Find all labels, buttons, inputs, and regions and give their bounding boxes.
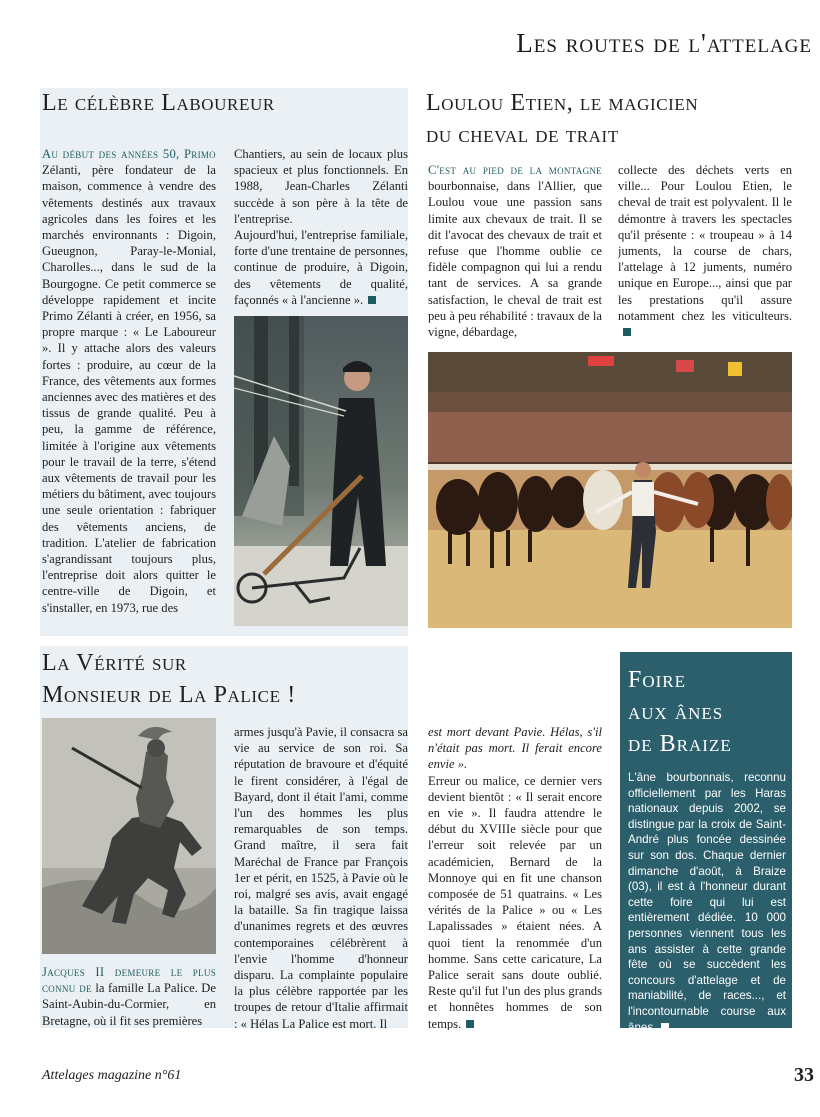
end-mark-icon — [368, 296, 376, 304]
palice-col2-text: armes jusqu'à Pavie, il consacra sa vie au service de son roi. Sa réputation de bravoure et d'équité le firent considérer, à l'égal de Bayard, dont il était l'ami, comme l'un des hommes les plus remarquables de son temps. Grand maître, il sera fait Maréchal de France par François 1er et périt, en 1525, à Pavie où le roi, malgré ses avis, avait engagé la bataille. Sa fin tragique laissa d'unanimes regrets et des œuvres contemporaines célébrèrent à l'envie l'homme d'honneur disparu. La complainte populaire la plus célèbre rapportée par les troupes de retour d'Italie affirmait : « Hélas La Palice est mort. Il — [234, 725, 408, 1030]
palice-title-line-1: La Vérité sur — [42, 650, 187, 676]
palice-column-2 — [234, 724, 408, 1030]
loulou-col1-text: bourbonnaise, dans l'Allier, que Loulou voue une passion sans limite aux chevaux de trait. Il se dit l'avocat des chevaux de trait et refuse que l'homme oublie ce fidèle compagnon qui lui a rendu tant de services. A sa grande satisfaction, le cheval de trait est peu à peu réhabilité : travaux de la vigne, débardage, — [428, 179, 602, 340]
photo-la-palice-engraving — [42, 718, 216, 954]
palice-col1-text: la famille La Palice. De Saint-Aubin-du-Cormier, en Bretagne, où il fit ses premières — [42, 981, 216, 1028]
braize-title — [628, 664, 732, 760]
photo-horses-arena — [428, 352, 792, 628]
braize-sidebar-box — [620, 652, 792, 1034]
end-mark-icon — [623, 328, 631, 336]
laboureur-column-1 — [42, 146, 216, 632]
loulou-lead: C'est au pied de la montagne — [428, 163, 602, 177]
laboureur-title: Le célèbre Laboureur — [42, 90, 275, 116]
laboureur-col1-text: Zélanti, père fondateur de la maison, commence à vendre des vêtements destinés aux travaux agricoles dans les foires et les marchés environnants : Digoin, Gueugnon, Paray-le-Monial, Charolles..., dans le sud de la Bourgogne. Ce petit commerce se développe rapidement et incite Primo Zélanti à créer, en 1956, sa propre marque : « Le Laboureur ». Il y attache alors des valeurs fortes : produire, au cœur de la France, des vêtements aux formes anciennes avec des matières et des tissus de grande qualité. Peu à peu, la gamme de référence, limitée à l'origine aux vêtements pour le travail de la terre, s'étend aux vêtements de travail pour les métiers du bâtiment, avec toujours une seule orientation : fabriquer des vêtements anciens, de tradition. L'atelier de fabrication s'agrandissant toujours plus, l'entreprise doit alors quitter le centre-ville de Digoin, et s'installer, en 1973, rue des — [42, 163, 216, 615]
end-mark-icon — [466, 1020, 474, 1028]
braize-title-line-1: Foire — [628, 667, 687, 693]
braize-title-line-3: de Braize — [628, 731, 732, 757]
loulou-col2-text: collecte des déchets verts en ville... Pour Loulou Etien, le cheval de trait est polyvalent. Il le démontre à travers les spectacles qu'il présente : « troupeau » à 14 juments, la course de chars, l'attelage à 12 juments, numéro unique en Europe..., ainsi que par les prestations qu'il assure notamment chez les viticulteurs. — [618, 163, 792, 323]
laboureur-column-2 — [234, 146, 408, 310]
loulou-column-1 — [428, 162, 602, 342]
braize-body-text: L'âne bourbonnais, reconnu officiellement par les Haras nationaux depuis 2002, se distingue par la croix de Saint-André plus foncée dessinée sur son dos. Chaque dernier dimanche d'août, à Braize (03), il est à l'honneur durant cette foire qui lui est entièrement dédiée. 10 000 personnes viennent tous les ans assister à cette grande fête où se succèdent les concours d'attelage et de maniabilité, de races..., et l'incontournable course aux ânes. — [628, 771, 786, 1034]
section-title: Les routes de l'attelage — [516, 28, 812, 58]
palice-col3-quote: est mort devant Pavie. Hélas, s'il n'était pas mort. Il ferait encore envie ». — [428, 725, 602, 772]
horses-arena-illustration — [428, 352, 792, 628]
palice-lead: Jacques II demeure le plus connu de — [42, 965, 216, 996]
laboureur-lead: Au début des années 50, Primo — [42, 147, 216, 161]
palice-col3-text: Erreur ou malice, ce dernier vers devient bientôt : « Il serait encore en vie ». Il faudra attendre le début du XVIIIe siècle pour que l'erreur soit relevée par un académicien, Bernard de la Monnoye qui en fit une chanson composée de 51 quatrains. « Les vérités de la Palice » ou « Les Lapalissades » étaient nées. A quoi tient la renommée d'un homme. Sans cette caricature, La Palice serait sans doute oublié. Reste qu'il fut l'un des plus grands et honnêtes hommes de son temps. — [428, 773, 602, 1030]
laboureur-col2-paragraph-2: Aujourd'hui, l'entreprise familiale, forte d'une trentaine de personnes, continue de produire, à Digoin, des vêtements de qualité, façonnés « à l'ancienne ». — [234, 228, 408, 307]
laboureur-col2-paragraph-1: Chantiers, au sein de locaux plus spacieux et plus fonctionnels. En 1988, Jean-Charles Zélanti succède à son père à la tête de l'entreprise. — [234, 147, 408, 226]
braize-title-line-2: aux ânes — [628, 699, 724, 725]
palice-title-line-2: Monsieur de La Palice ! — [42, 682, 296, 708]
braize-text — [628, 770, 786, 1035]
palice-column-3 — [428, 724, 602, 1030]
page-number: 33 — [794, 1064, 814, 1086]
end-mark-icon — [661, 1023, 669, 1031]
footer-magazine-name: Attelages magazine n°61 — [42, 1068, 182, 1083]
loulou-title-line-2: du cheval de trait — [426, 122, 619, 148]
loulou-title-line-1: Loulou Etien, le magicien — [426, 90, 699, 116]
knight-engraving-illustration — [42, 718, 216, 954]
loulou-column-2 — [618, 162, 792, 342]
palice-column-1 — [42, 964, 216, 1030]
photo-laboureur-plough — [234, 316, 408, 626]
plough-illustration — [234, 316, 408, 626]
